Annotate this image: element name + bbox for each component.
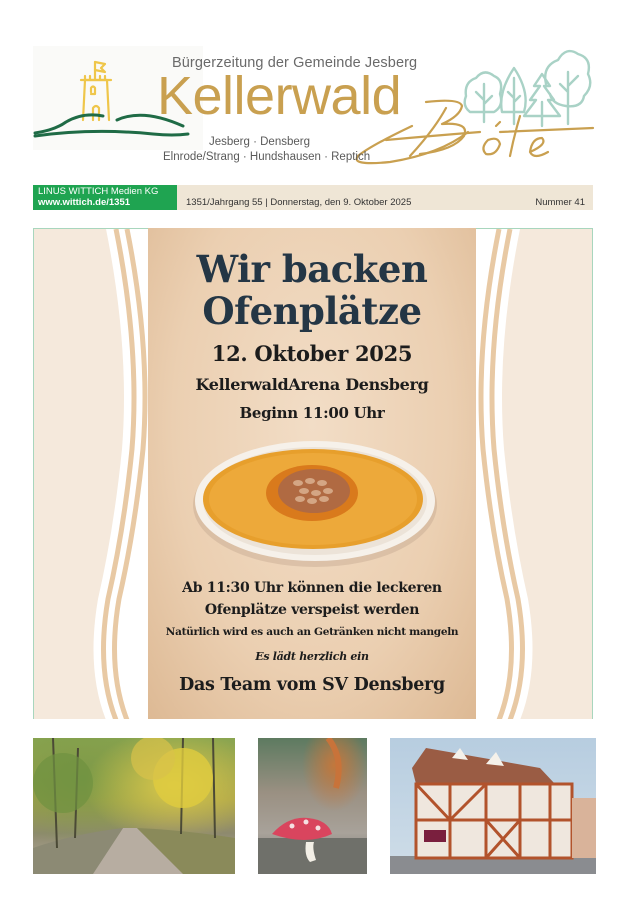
masthead — [0, 0, 625, 178]
bote-script-logo — [350, 96, 600, 171]
photo-fly-agaric-mushroom — [258, 738, 367, 874]
publisher-name: LINUS WITTICH Medien KG — [38, 186, 159, 197]
poster-start-time: Beginn 11:00 Uhr — [239, 404, 385, 422]
issue-info: 1351/Jahrgang 55 | Donnerstag, den 9. Oktober 2025 — [186, 197, 412, 208]
poster-headline-1: Wir backen — [196, 247, 428, 291]
forest-illustration — [33, 738, 235, 874]
photo-half-timbered-town-hall — [390, 738, 596, 874]
poster-headline-2: Ofenplätze — [202, 289, 422, 333]
masthead-title: Kellerwald — [157, 66, 402, 126]
places-line-1: Jesberg · Densberg — [209, 136, 310, 148]
publisher-box — [33, 185, 177, 210]
photo-autumn-forest — [33, 738, 235, 874]
decorative-wave-left — [34, 229, 154, 719]
poster-venue: KellerwaldArena Densberg — [195, 375, 429, 394]
poster-line-3: Natürlich wird es auch an Getränken nicht mangeln — [165, 626, 459, 638]
poster-line-1: Ab 11:30 Uhr können die leckeren — [182, 580, 442, 596]
poster-line-2: Ofenplätze verspeist werden — [204, 602, 420, 618]
town-hall-illustration — [390, 738, 596, 874]
event-poster — [148, 228, 476, 719]
masthead-subtitle: Bürgerzeitung der Gemeinde Jesberg — [172, 55, 418, 71]
decorative-wave-right — [472, 229, 592, 719]
places-line-2: Elnrode/Strang · Hundshausen · Reptich — [163, 151, 371, 163]
poster-date: 12. Oktober 2025 — [211, 341, 413, 366]
publisher-url[interactable]: www.wittich.de/1351 — [38, 197, 131, 208]
poster-invite: Es lädt herzlich ein — [255, 650, 369, 663]
issue-number: Nummer 41 — [535, 197, 585, 208]
plate-image — [190, 431, 440, 571]
mushroom-illustration — [258, 738, 367, 874]
poster-signature: Das Team vom SV Densberg — [179, 675, 445, 695]
issue-band — [33, 185, 593, 210]
